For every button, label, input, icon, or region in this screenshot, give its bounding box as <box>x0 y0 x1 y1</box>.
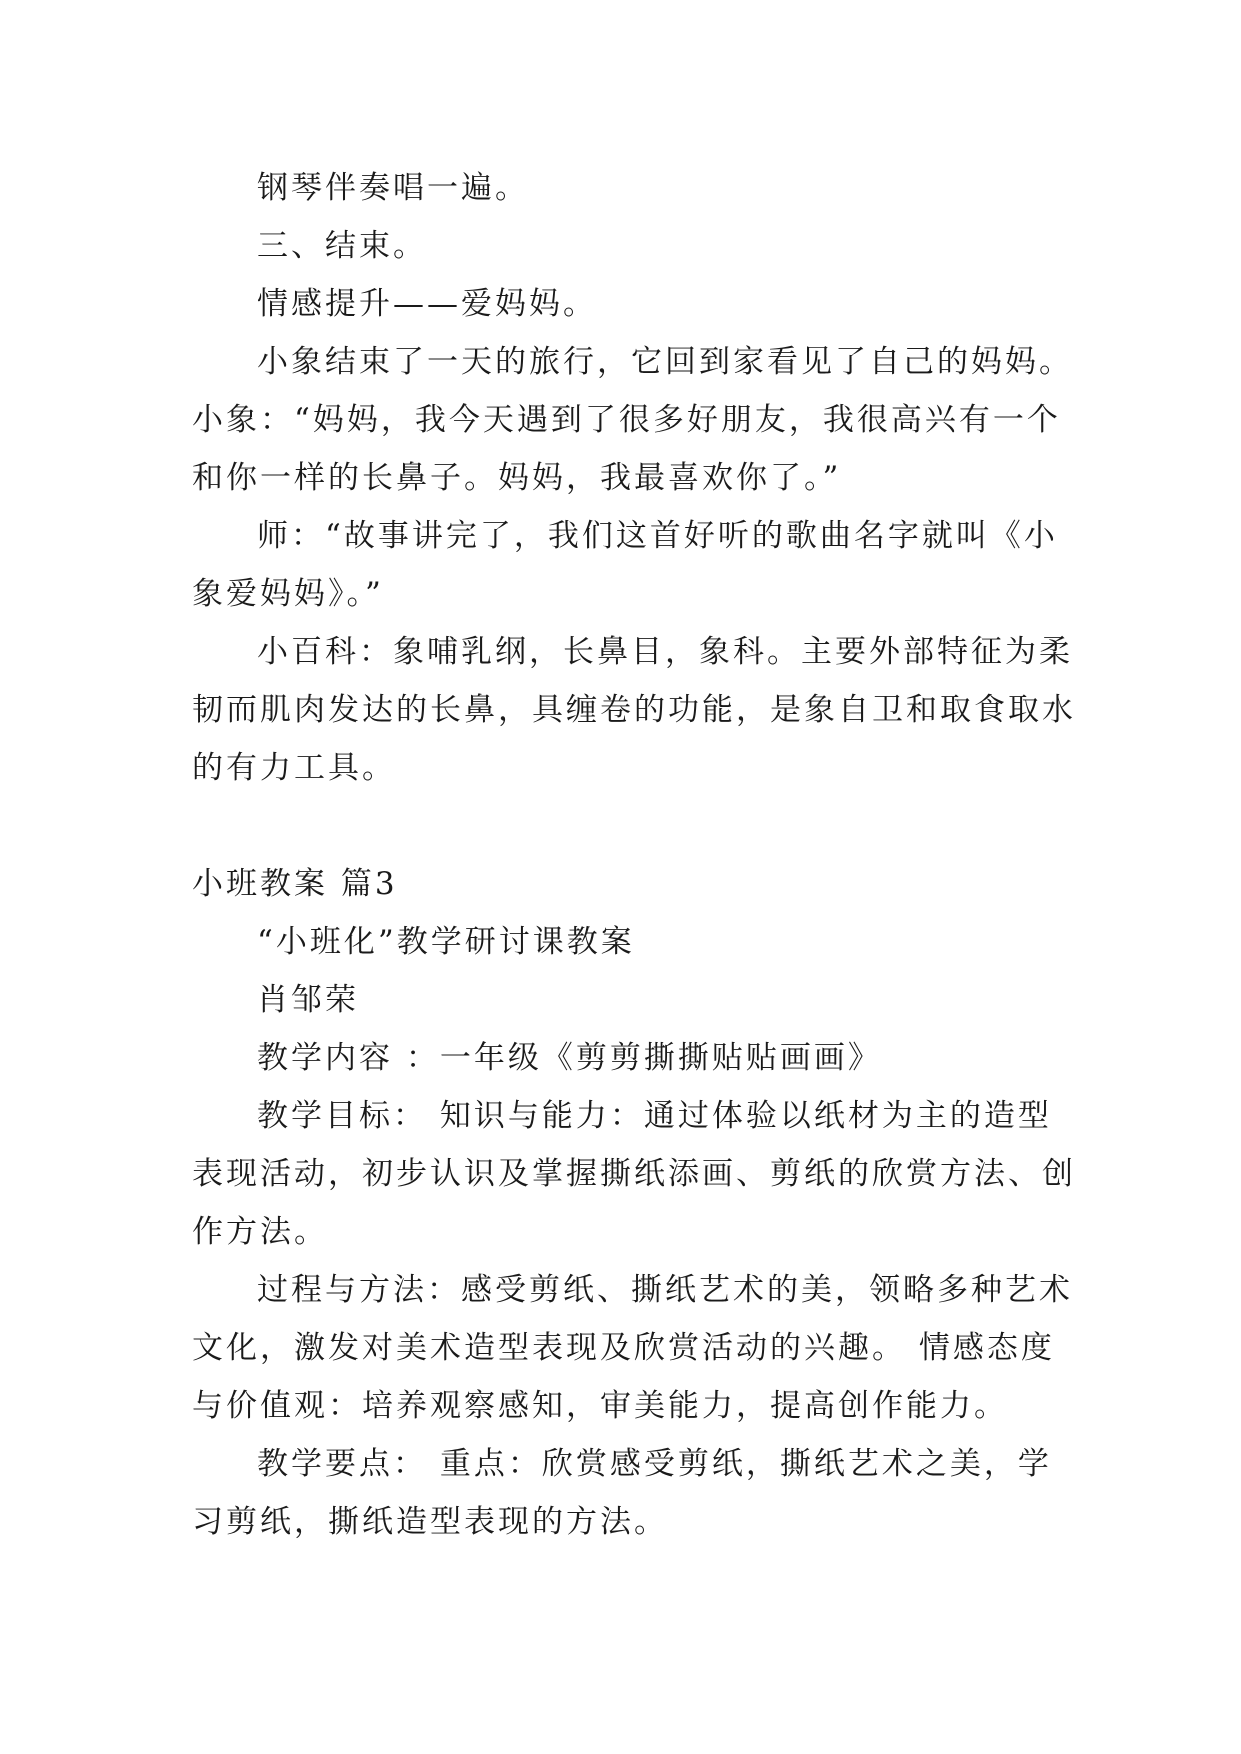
text-line: 情感提升——爱妈妈。 <box>257 286 597 322</box>
text-line: 与价值观：培养观察感知，审美能力，提高创作能力。 <box>192 1388 1008 1424</box>
text-line: 教学目标： 知识与能力：通过体验以纸材为主的造型 <box>257 1098 1052 1134</box>
text-line: 的有力工具。 <box>192 750 396 786</box>
text-line: 象爱妈妈》。” <box>192 576 384 612</box>
text-line: 三、结束。 <box>257 228 427 264</box>
text-line: 师：“故事讲完了，我们这首好听的歌曲名字就叫《小 <box>257 518 1058 554</box>
lesson-title: “小班化”教学研讨课教案 <box>257 924 635 960</box>
text-line: 文化，激发对美术造型表现及欣赏活动的兴趣。 情感态度 <box>192 1330 1055 1366</box>
text-line: 教学内容 ：一年级《剪剪撕撕贴贴画画》 <box>257 1040 882 1076</box>
text-line: 钢琴伴奏唱一遍。 <box>257 170 529 206</box>
text-line: 小象：“妈妈，我今天遇到了很多好朋友，我很高兴有一个 <box>192 402 1061 438</box>
text-line: 习剪纸，撕纸造型表现的方法。 <box>192 1504 668 1540</box>
text-line: 和你一样的长鼻子。妈妈，我最喜欢你了。” <box>192 460 842 496</box>
text-line: 过程与方法：感受剪纸、撕纸艺术的美，领略多种艺术 <box>257 1272 1073 1308</box>
text-line: 小象结束了一天的旅行，它回到家看见了自己的妈妈。 <box>257 344 1073 380</box>
text-line: 教学要点： 重点：欣赏感受剪纸，撕纸艺术之美，学 <box>257 1446 1052 1482</box>
author-name: 肖邹荣 <box>257 982 359 1018</box>
text-line: 表现活动，初步认识及掌握撕纸添画、剪纸的欣赏方法、创 <box>192 1156 1076 1192</box>
text-line: 作方法。 <box>192 1214 328 1250</box>
section-heading: 小班教案 篇3 <box>192 866 398 902</box>
text-line: 小百科：象哺乳纲，长鼻目，象科。主要外部特征为柔 <box>257 634 1073 670</box>
text-line: 韧而肌肉发达的长鼻，具缠卷的功能，是象自卫和取食取水 <box>192 692 1076 728</box>
